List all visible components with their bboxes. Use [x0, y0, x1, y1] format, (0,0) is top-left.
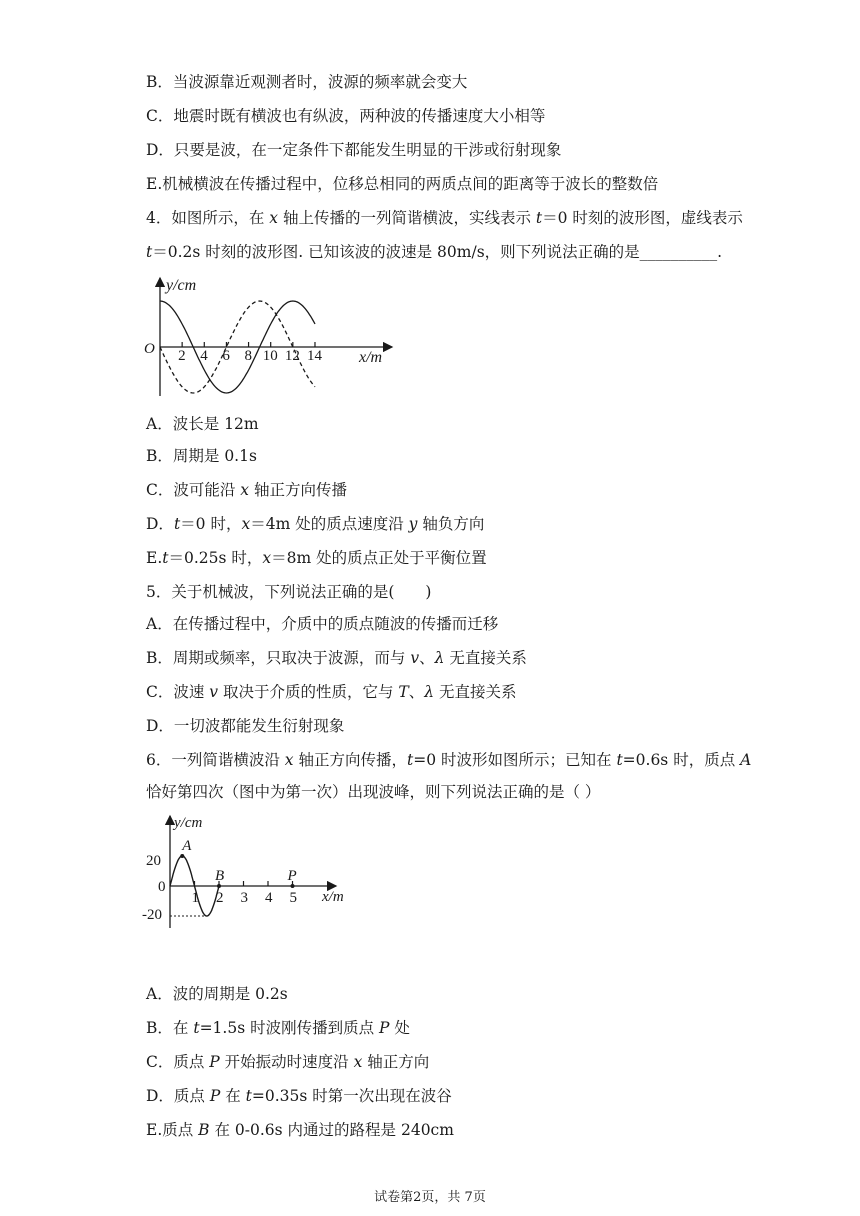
q5-option-c: C．波速 v 取决于介质的性质，它与 T、λ 无直接关系: [146, 683, 517, 701]
q6-x-tick-label: 5: [289, 890, 297, 906]
q4-x-tick-label: 8: [244, 348, 253, 364]
q4-option-a: A．波长是 12m: [146, 415, 259, 433]
q6-point-b: [217, 884, 221, 888]
q6-x-ticks: [192, 881, 298, 906]
q5-option-b: B．周期或频率，只取决于波源，而与 v、λ 无直接关系: [146, 649, 527, 667]
q3-option-d: D．只要是波，在一定条件下都能发生明显的干涉或衍射现象: [146, 141, 562, 159]
q4-option-e: E.t＝0.25s 时，x＝8m 处的质点正处于平衡位置: [146, 549, 487, 567]
q4-x-label: x/m: [359, 349, 383, 366]
q6-option-a: A．波的周期是 0.2s: [146, 985, 288, 1003]
q5-option-d: D．一切波都能发生衍射现象: [146, 717, 345, 735]
q6-option-c: C．质点 P 开始振动时速度沿 x 轴正方向: [146, 1053, 430, 1071]
page-footer: 试卷第2页，共 7页: [374, 1190, 486, 1205]
q4-origin: O: [144, 341, 155, 357]
q6-point-a: [180, 854, 184, 858]
q6-stem-line2: 恰好第四次（图中为第一次）出现波峰，则下列说法正确的是（ ）: [146, 783, 601, 801]
q6-x-tick-label: 4: [265, 890, 273, 906]
q6-x-tick-label: 1: [191, 890, 199, 906]
q6-point-b-label: B: [215, 868, 225, 884]
q4-x-tick-label: 6: [222, 348, 230, 364]
q6-y-label: y/cm: [174, 815, 203, 831]
q4-option-c: C．波可能沿 x 轴正方向传播: [146, 481, 347, 499]
q4-stem-line2: t＝0.2s 时刻的波形图. 已知该波的波速是 80m/s，则下列说法正确的是__________.: [146, 243, 723, 261]
q3-option-c: C．地震时既有横波也有纵波，两种波的传播速度大小相等: [146, 107, 546, 125]
q4-x-tick-label: 14: [306, 348, 322, 364]
q4-x-tick-label: 2: [178, 348, 186, 364]
q6-wave-figure: [140, 810, 360, 935]
q6-x-tick-label: 3: [240, 890, 248, 906]
q4-x-tick-label: 4: [200, 348, 208, 364]
q6-option-e: E.质点 B 在 0-0.6s 内通过的路程是 240cm: [146, 1121, 454, 1139]
q6-point-a-label: A: [182, 838, 192, 854]
q6-option-b: B．在 t=1.5s 时波刚传播到质点 P 处: [146, 1019, 410, 1037]
q6-origin: 0: [158, 879, 166, 895]
q6-x-tick-label: 2: [216, 890, 224, 906]
q6-option-d: D．质点 P 在 t=0.35s 时第一次出现在波谷: [146, 1087, 452, 1105]
q6-point-p-label: P: [287, 868, 297, 884]
q6-point-p: [291, 884, 295, 888]
q4-option-d: D．t＝0 时，x＝4m 处的质点速度沿 y 轴负方向: [146, 515, 485, 533]
q5-stem: 5．关于机械波，下列说法正确的是( ): [146, 583, 432, 601]
q5-option-a: A．在传播过程中，介质中的质点随波的传播而迁移: [146, 615, 499, 633]
q6-x-label: x/m: [322, 889, 344, 905]
q4-x-tick-label: 10: [262, 348, 278, 364]
q4-stem-line1: 4．如图所示，在 x 轴上传播的一列简谐横波，实线表示 t＝0 时刻的波形图，虚线表示: [146, 209, 743, 227]
q4-y-label: y/cm: [166, 277, 197, 294]
q3-option-e: E.机械横波在传播过程中，位移总相同的两质点间的距离等于波长的整数倍: [146, 175, 659, 193]
q3-option-b: B．当波源靠近观测者时，波源的频率就会变大: [146, 73, 468, 91]
q6-stem-line1: 6．一列简谐横波沿 x 轴正方向传播，t=0 时波形如图所示；已知在 t=0.6s 时，质点 A: [146, 751, 752, 769]
q4-wave-figure: [140, 270, 400, 400]
q6-y-tick-20: 20: [146, 853, 161, 869]
q4-x-tick-label: 12: [284, 348, 300, 364]
q4-option-b: B．周期是 0.1s: [146, 447, 257, 465]
q6-y-tick-neg20: -20: [142, 907, 162, 923]
